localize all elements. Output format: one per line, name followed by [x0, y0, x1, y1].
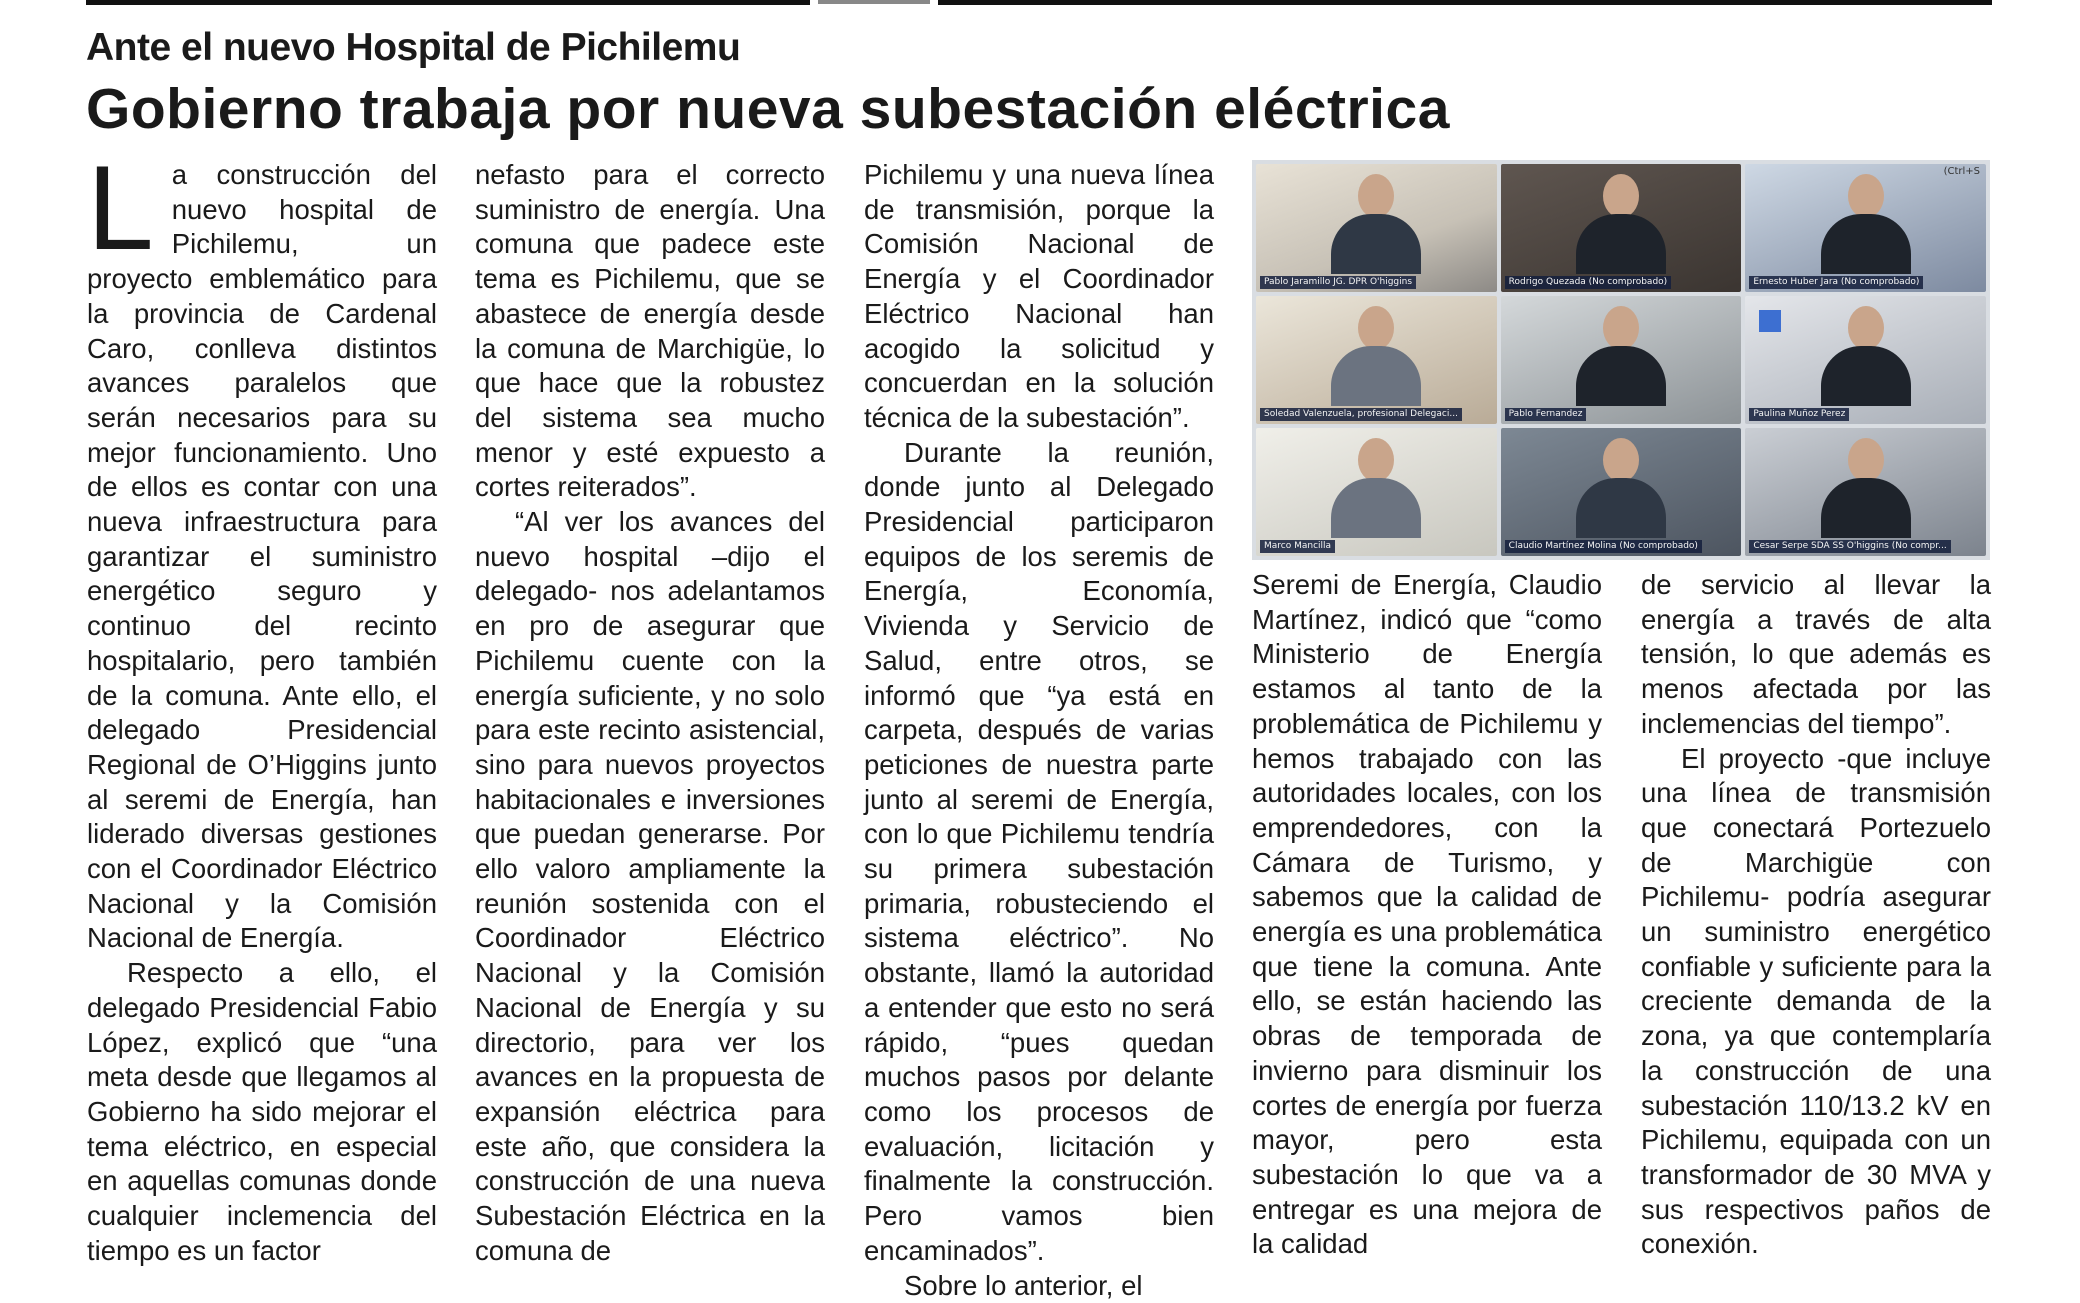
article-column-1	[87, 158, 437, 1268]
paragraph: Sobre lo anterior, el	[864, 1269, 1214, 1303]
paragraph: de servicio al llevar la energía a través de alta tensión, lo que además es menos afectada por las inclemencias del tiempo”.	[1641, 568, 1991, 742]
video-tile	[1745, 428, 1986, 556]
paragraph: La construcción del nuevo hospital de Pichilemu, un proyecto emblemático para la provincia de Cardenal Caro, conlleva distintos avances paralelos que serán necesarios para su mejor funcionamiento. Uno de ellos es contar con una nueva infraestructura para garantizar el suministro energético seguro y continuo del recinto hospitalario, pero también de la comuna. Ante ello, el delegado Presidencial Regional de O’Higgins junto al seremi de Energía, han liderado diversas gestiones con el Coordinador Eléctrico Nacional y la Comisión Nacional de Energía.	[87, 158, 437, 956]
video-tile	[1501, 428, 1742, 556]
video-tile	[1745, 296, 1986, 424]
drop-cap: L	[87, 162, 154, 254]
participant-name-tag: Paulina Muñoz Perez	[1749, 408, 1849, 421]
article-headline: Gobierno trabaja por nueva subestación eléctrica	[86, 76, 1450, 142]
video-tile	[1256, 428, 1497, 556]
paragraph: El proyecto -que incluye una línea de transmisión que conectará Portezuelo de Marchigüe con Pichilemu- podría asegurar un suministro energético confiable y suficiente para la creciente demanda de la zona, ya que contemplaría la construcción de una subestación 110/13.2 kV en Pichilemu, equipada con un transformador de 30 MVA y sus respectivos paños de conexión.	[1641, 742, 1991, 1263]
paragraph: Respecto a ello, el delegado Presidencial Fabio López, explicó que “una meta desde que llegamos al Gobierno ha sido mejorar el tema eléctrico, en especial en aquellas comunas donde cualquier inclemencia del tiempo es un factor	[87, 956, 437, 1268]
participant-name-tag: Claudio Martínez Molina (No comprobado)	[1505, 540, 1702, 553]
paragraph: Seremi de Energía, Claudio Martínez, indicó que “como Ministerio de Energía estamos al tanto de la problemática de Pichilemu y hemos trabajado con las autoridades locales, con los emprendedores, con la Cámara de Turismo, y sabemos que la calidad de energía es una problemática que tiene la comuna. Ante ello, se están haciendo las obras de temporada de invierno para disminuir los cortes de energía por fuerza mayor, pero esta subestación lo que va a entregar es una mejora de la calidad	[1252, 568, 1602, 1262]
participant-name-tag: Pablo Jaramillo JG. DPR O'higgins	[1260, 276, 1416, 289]
article-column-2	[475, 158, 825, 1268]
video-tile	[1501, 296, 1742, 424]
participant-name-tag: Ernesto Huber Jara (No comprobado)	[1749, 276, 1923, 289]
paragraph: Durante la reunión, donde junto al Delegado Presidencial participaron equipos de los seremis de Energía, Economía, Vivienda y Servicio de Salud, entre otros, se informó que “ya está en carpeta, después de varias peticiones de nuestra parte junto al seremi de Energía, con lo que Pichilemu tendría su primera subestación primaria, robusteciendo el sistema eléctrico”. No obstante, llamó la autoridad a entender que esto no será rápido, “pues quedan muchos pasos por delante como los procesos de evaluación, licitación y finalmente la construcción. Pero vamos bien encaminados”.	[864, 436, 1214, 1269]
corner-label: (Ctrl+S	[1944, 166, 1980, 177]
participant-figure	[1331, 306, 1421, 406]
paragraph: Pichilemu y una nueva línea de transmisión, porque la Comisión Nacional de Energía y el Coordinador Eléctrico Nacional han acogido la solicitud y concuerdan en la solución técnica de la subestación”.	[864, 158, 1214, 436]
participant-name-tag: Cesar Serpe SDA SS O'higgins (No compr...	[1749, 540, 1950, 553]
participant-figure	[1576, 438, 1666, 538]
participant-figure	[1331, 438, 1421, 538]
participant-name-tag: Pablo Fernandez	[1505, 408, 1587, 421]
section-tab-mark	[818, 0, 930, 4]
participant-figure	[1576, 306, 1666, 406]
article-kicker: Ante el nuevo Hospital de Pichilemu	[86, 26, 740, 70]
video-tile	[1256, 164, 1497, 292]
video-tile	[1256, 296, 1497, 424]
article-column-4	[1252, 568, 1602, 1268]
participant-figure	[1821, 174, 1911, 274]
video-indicator-icon	[1759, 310, 1781, 332]
participant-figure	[1821, 438, 1911, 538]
paragraph: “Al ver los avances del nuevo hospital –dijo el delegado- nos adelantamos en pro de asegurar que Pichilemu cuente con la energía suficiente, y no solo para este recinto asistencial, sino para nuevos proyectos habitacionales e inversiones que puedan generarse. Por ello valoro ampliamente la reunión sostenida con el Coordinador Eléctrico Nacional y la Comisión Nacional de Energía y su directorio, para ver los avances en la propuesta de expansión eléctrica para este año, que considera la construcción de una nueva Subestación Eléctrica en la comuna de	[475, 505, 825, 1268]
top-rule-left	[86, 0, 810, 5]
top-rule-right	[938, 0, 1992, 5]
participant-name-tag: Rodrigo Quezada (No comprobado)	[1505, 276, 1672, 289]
video-tile	[1501, 164, 1742, 292]
video-tile	[1745, 164, 1986, 292]
paragraph: nefasto para el correcto suministro de energía. Una comuna que padece este tema es Pichilemu, que se abastece de energía desde la comuna de Marchigüe, lo que hace que la robustez del sistema sea mucho menor y esté expuesto a cortes reiterados”.	[475, 158, 825, 505]
participant-name-tag: Marco Mancilla	[1260, 540, 1335, 553]
participant-figure	[1821, 306, 1911, 406]
participant-figure	[1331, 174, 1421, 274]
article-column-5	[1641, 568, 1991, 1268]
participant-name-tag: Soledad Valenzuela, profesional Delegaci...	[1260, 408, 1462, 421]
video-conference-photo	[1252, 160, 1990, 560]
participant-figure	[1576, 174, 1666, 274]
article-column-3	[864, 158, 1214, 1268]
